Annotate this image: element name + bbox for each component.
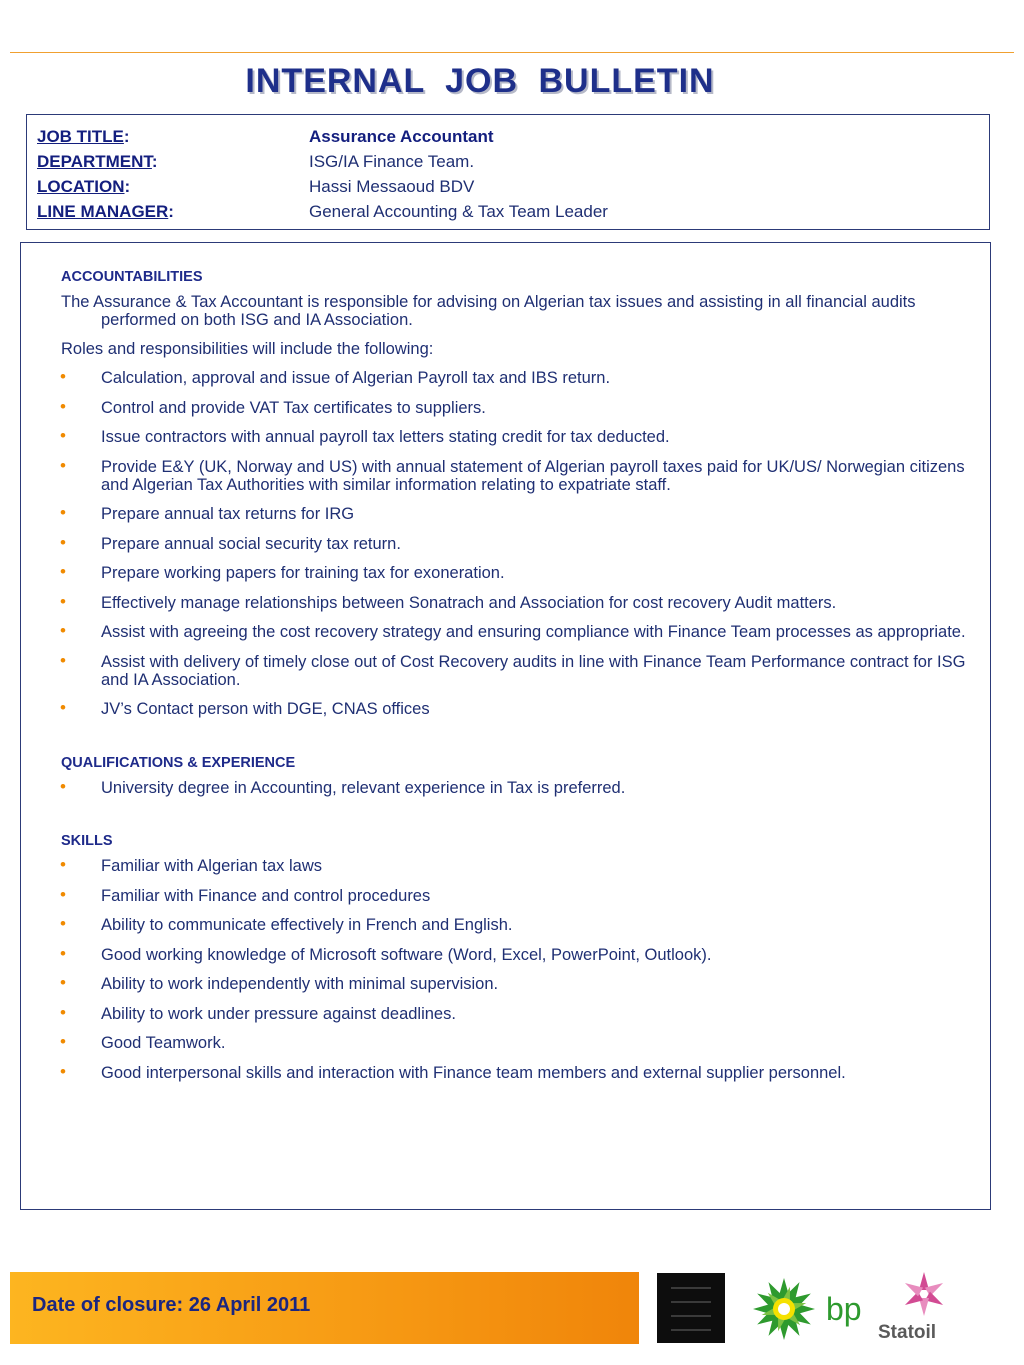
accountabilities-list bbox=[61, 369, 966, 718]
roles-intro: Roles and responsibilities will include the following: bbox=[61, 340, 434, 358]
list-item bbox=[61, 428, 966, 446]
label-colon: : bbox=[168, 202, 174, 221]
bp-logo bbox=[750, 1276, 870, 1342]
bullet-icon: • bbox=[60, 1032, 66, 1051]
top-divider bbox=[10, 52, 1014, 53]
qualifications-list bbox=[60, 776, 966, 797]
department-label: DEPARTMENT bbox=[37, 152, 152, 171]
location-value: Hassi Messaoud BDV bbox=[309, 177, 475, 196]
list-item bbox=[60, 591, 966, 612]
list-item-text: Prepare annual social security tax return. bbox=[101, 534, 401, 553]
statoil-logo bbox=[876, 1268, 962, 1344]
list-item-text: Ability to work independently with minimal supervision. bbox=[101, 975, 499, 993]
list-item-text: Calculation, approval and issue of Algerian Payroll tax and IBS return. bbox=[101, 369, 611, 387]
list-item bbox=[60, 884, 966, 905]
list-item bbox=[61, 916, 966, 934]
bullet-icon: • bbox=[60, 1002, 66, 1022]
list-item bbox=[61, 1034, 966, 1052]
label-colon: : bbox=[151, 152, 158, 171]
bullet-icon: • bbox=[60, 776, 66, 796]
list-item bbox=[60, 776, 966, 797]
list-item bbox=[60, 650, 966, 689]
job-header-box bbox=[26, 114, 990, 230]
list-item bbox=[61, 369, 966, 387]
bullet-icon: • bbox=[60, 650, 66, 670]
bullet-icon: • bbox=[60, 367, 66, 386]
bp-wordmark: bp bbox=[826, 1291, 862, 1327]
list-item-text: Assist with delivery of timely close out of Cost Recovery audits in line with Finance Team Performance contract for ISG and IA Association. bbox=[101, 652, 966, 689]
job-description-box bbox=[20, 242, 991, 1210]
bullet-icon: • bbox=[60, 532, 66, 552]
closure-date: Date of closure: 26 April 2011 bbox=[32, 1294, 311, 1316]
bullet-icon: • bbox=[60, 562, 66, 581]
job-description-content bbox=[61, 269, 966, 1093]
list-item bbox=[60, 396, 966, 417]
list-item-text: Effectively manage relationships between Sonatrach and Association for cost recovery Audit matters. bbox=[101, 593, 837, 612]
list-item-text: University degree in Accounting, relevant experience in Tax is preferred. bbox=[101, 778, 626, 797]
bullet-icon: • bbox=[60, 591, 66, 611]
list-item-text: Provide E&Y (UK, Norway and US) with annual statement of Algerian payroll taxes paid for UK/US/ Norwegian citizens and Algerian Tax Authorities with similar information relating to expatriate staff. bbox=[101, 457, 965, 494]
list-item-text: JV’s Contact person with DGE, CNAS offices bbox=[101, 700, 430, 718]
bullet-icon: • bbox=[60, 426, 66, 445]
list-item-text: Ability to work under pressure against deadlines. bbox=[101, 1004, 456, 1023]
bullet-icon: • bbox=[60, 943, 66, 963]
bullet-icon: • bbox=[60, 455, 66, 475]
skills-heading: SKILLS bbox=[61, 833, 113, 849]
line-manager-label: LINE MANAGER bbox=[37, 202, 169, 221]
bullet-icon: • bbox=[60, 621, 66, 640]
list-item-text: Good interpersonal skills and interaction with Finance team members and external supplier personnel. bbox=[101, 1063, 846, 1082]
list-item-text: Prepare working papers for training tax for exoneration. bbox=[101, 564, 505, 582]
job-title-label: JOB TITLE bbox=[37, 127, 124, 146]
qualifications-heading: QUALIFICATIONS & EXPERIENCE bbox=[61, 754, 296, 771]
list-item bbox=[61, 564, 966, 582]
closure-banner bbox=[10, 1272, 639, 1344]
accountabilities-heading: ACCOUNTABILITIES bbox=[61, 269, 203, 285]
location-label: LOCATION bbox=[37, 177, 125, 196]
list-item bbox=[60, 1061, 966, 1082]
list-item-text: Familiar with Algerian tax laws bbox=[101, 857, 322, 875]
bullet-icon: • bbox=[60, 973, 66, 992]
list-item-text: Good working knowledge of Microsoft software (Word, Excel, PowerPoint, Outlook). bbox=[101, 945, 712, 964]
statoil-wordmark: Statoil bbox=[878, 1322, 937, 1343]
list-item-text: Assist with agreeing the cost recovery strategy and ensuring compliance with Finance Team processes as appropriate. bbox=[101, 623, 966, 641]
bullet-icon: • bbox=[60, 1061, 66, 1081]
skills-list bbox=[61, 857, 966, 1082]
partner-logo-black bbox=[657, 1273, 725, 1343]
label-colon: : bbox=[123, 127, 130, 146]
list-item-text: Control and provide VAT Tax certificates to suppliers. bbox=[101, 398, 486, 417]
list-item-text: Issue contractors with annual payroll tax letters stating credit for tax deducted. bbox=[101, 428, 670, 446]
bullet-icon: • bbox=[60, 855, 66, 874]
list-item bbox=[61, 700, 966, 718]
list-item bbox=[61, 857, 966, 875]
list-item bbox=[60, 943, 966, 964]
list-item bbox=[61, 623, 966, 641]
bullet-icon: • bbox=[60, 884, 66, 904]
bullet-icon: • bbox=[60, 698, 66, 717]
list-item-text: Good Teamwork. bbox=[101, 1034, 226, 1052]
list-item bbox=[60, 455, 966, 494]
department-value: ISG/IA Finance Team. bbox=[309, 152, 475, 171]
list-item bbox=[61, 975, 966, 993]
bullet-icon: • bbox=[60, 503, 66, 522]
list-item-text: Familiar with Finance and control procedures bbox=[101, 886, 431, 905]
list-item bbox=[60, 532, 966, 553]
page-title: INTERNAL JOB BULLETIN bbox=[245, 62, 715, 100]
bullet-icon: • bbox=[60, 914, 66, 933]
job-title-value: Assurance Accountant bbox=[309, 127, 494, 146]
list-item-text: Prepare annual tax returns for IRG bbox=[101, 505, 355, 523]
bullet-icon: • bbox=[60, 396, 66, 416]
list-item-text: Ability to communicate effectively in French and English. bbox=[101, 916, 513, 934]
label-colon: : bbox=[124, 177, 131, 196]
accountabilities-intro: The Assurance & Tax Accountant is responsible for advising on Algerian tax issues and assisting in all financial audits performed on both ISG and IA Association. bbox=[61, 293, 916, 329]
list-item bbox=[60, 1002, 966, 1023]
line-manager-value: General Accounting & Tax Team Leader bbox=[309, 202, 608, 221]
list-item bbox=[61, 505, 966, 523]
